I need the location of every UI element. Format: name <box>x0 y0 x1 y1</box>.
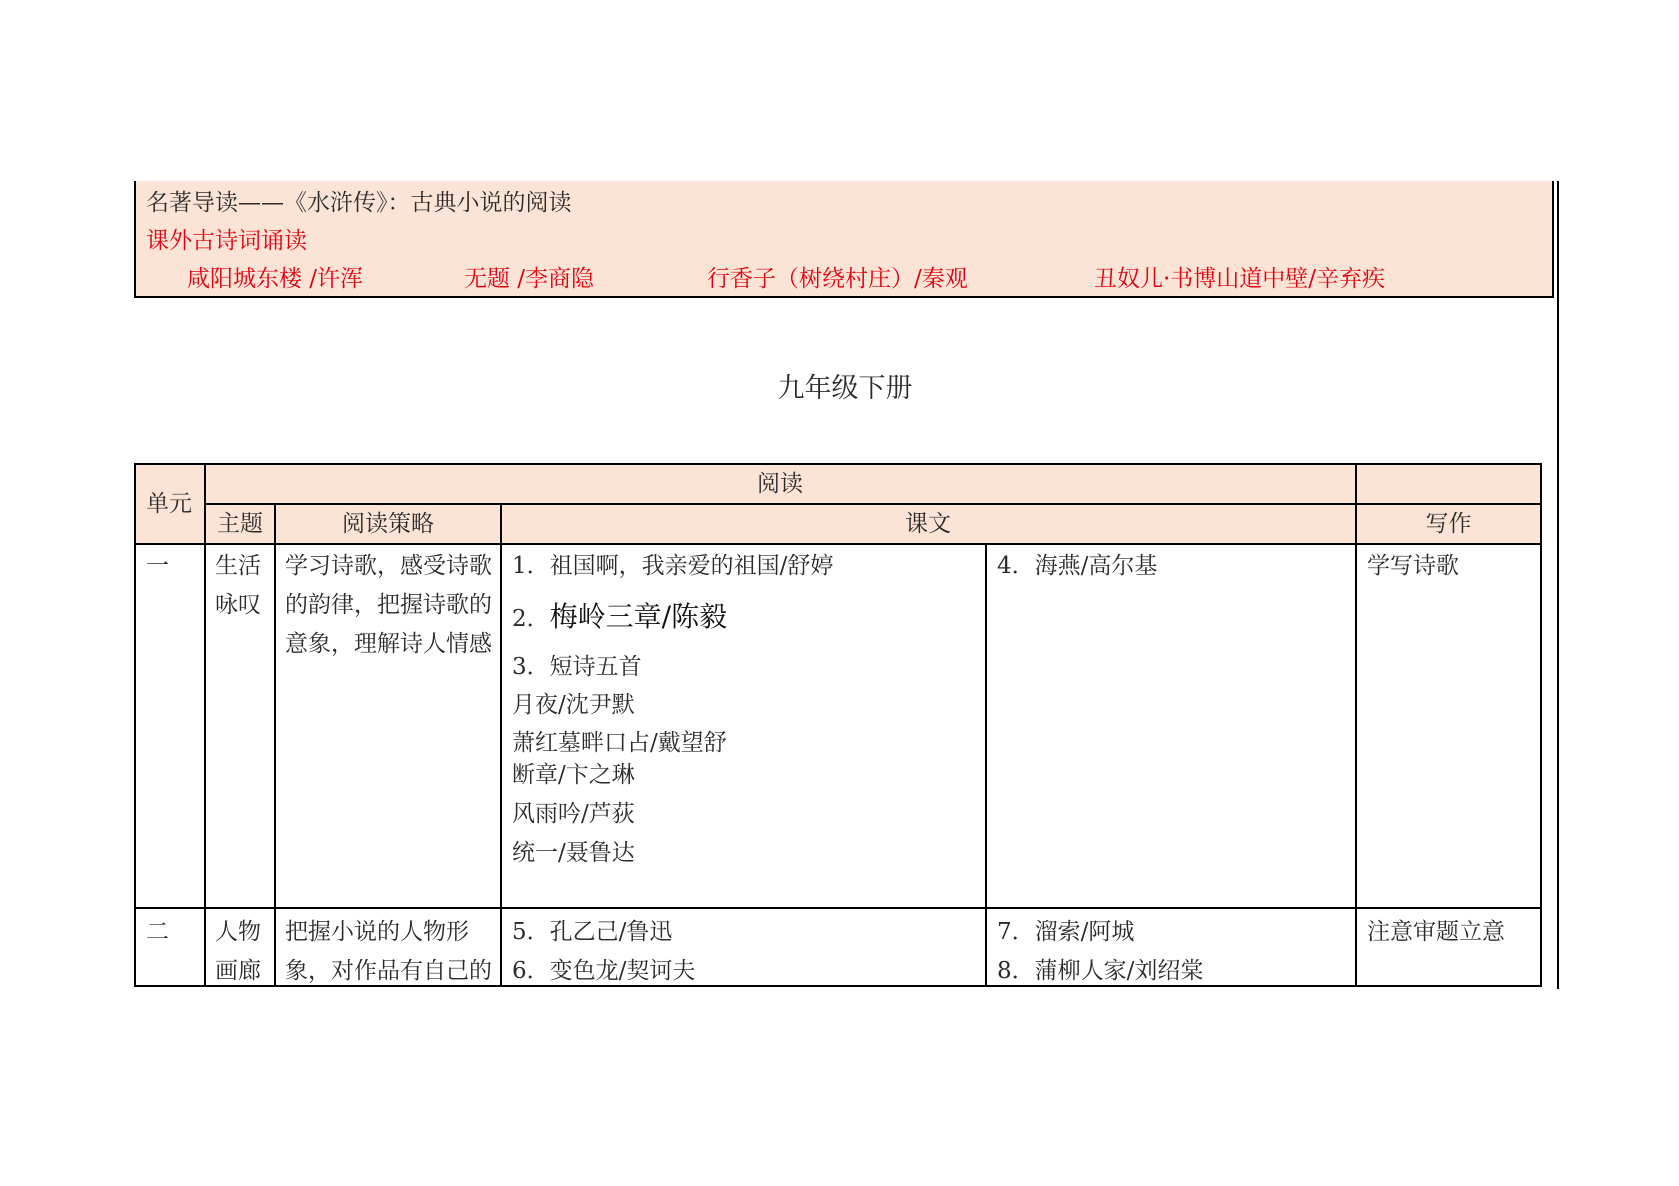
lesson-number: 2． <box>512 606 550 632</box>
sub-poem: 风雨吟/芦荻 <box>512 801 635 827</box>
header-writing: 写作 <box>1425 511 1472 537</box>
header-reading: 阅读 <box>757 471 803 497</box>
table-bottom-border <box>134 985 1542 987</box>
lesson-item: 6．变色龙/契诃夫 <box>512 958 696 984</box>
extra-poems-title: 课外古诗词诵读 <box>146 228 307 254</box>
lesson-item: 7．溜索/阿城 <box>997 919 1135 945</box>
strategy-line: 把握小说的人物形 <box>285 919 469 945</box>
sub-poem: 月夜/沈尹默 <box>512 692 635 718</box>
col-line <box>1540 463 1542 987</box>
theme-line: 生活 <box>215 553 261 579</box>
unit-number: 一 <box>146 553 169 579</box>
poem-item: 行香子（树绕村庄）/秦观 <box>707 266 968 292</box>
col-line <box>1355 463 1357 987</box>
strategy-line: 的韵律，把握诗歌的 <box>285 592 492 618</box>
col-line <box>274 503 276 987</box>
sub-poem: 统一/聂鲁达 <box>512 840 635 866</box>
classic-reading-text: 名著导读——《水浒传》：古典小说的阅读 <box>146 190 572 216</box>
lesson-item: 3．短诗五首 <box>512 654 642 680</box>
unit-number: 二 <box>146 919 169 945</box>
header-divider <box>204 503 1542 505</box>
col-line <box>500 503 502 987</box>
theme-line: 咏叹 <box>215 592 261 618</box>
header-bottom-border <box>134 543 1542 545</box>
col-line <box>204 463 206 987</box>
lesson-item: 5．孔乙己/鲁迅 <box>512 919 673 945</box>
poem-item: 丑奴儿·书博山道中壁/辛弃疾 <box>1094 266 1386 292</box>
lesson-item: 1．祖国啊，我亲爱的祖国/舒婷 <box>512 553 834 579</box>
strategy-line: 象，对作品有自己的 <box>285 958 492 984</box>
lesson-item: 8．蒲柳人家/刘绍棠 <box>997 958 1204 984</box>
box-left-border <box>134 181 136 298</box>
box-bottom-border <box>134 296 1554 298</box>
writing-topic: 学写诗歌 <box>1367 553 1459 579</box>
poem-item: 咸阳城东楼 /许浑 <box>187 266 364 292</box>
col-line <box>134 463 136 987</box>
header-strategy: 阅读策略 <box>342 511 434 537</box>
poem-item: 无题 /李商隐 <box>464 266 595 292</box>
row-divider <box>134 907 1542 909</box>
lesson-title: 梅岭三章/陈毅 <box>549 600 728 633</box>
page-title: 九年级下册 <box>777 373 913 404</box>
page-right-rule <box>1557 181 1559 989</box>
sub-poem: 断章/卞之琳 <box>512 762 635 788</box>
writing-topic: 注意审题立意 <box>1367 919 1505 945</box>
table-top-border <box>134 463 1542 465</box>
sub-poem: 萧红墓畔口占/戴望舒 <box>512 730 727 756</box>
lesson-item: 4．海燕/高尔基 <box>997 553 1158 579</box>
strategy-line: 学习诗歌，感受诗歌 <box>285 553 492 579</box>
col-line <box>985 543 987 987</box>
header-theme: 主题 <box>217 511 263 537</box>
strategy-line: 意象，理解诗人情感 <box>285 631 492 657</box>
header-unit: 单元 <box>146 491 192 517</box>
theme-line: 画廊 <box>215 958 261 984</box>
lesson-item <box>512 600 727 634</box>
header-texts: 课文 <box>905 511 951 537</box>
box-right-border <box>1552 181 1554 298</box>
theme-line: 人物 <box>215 919 261 945</box>
